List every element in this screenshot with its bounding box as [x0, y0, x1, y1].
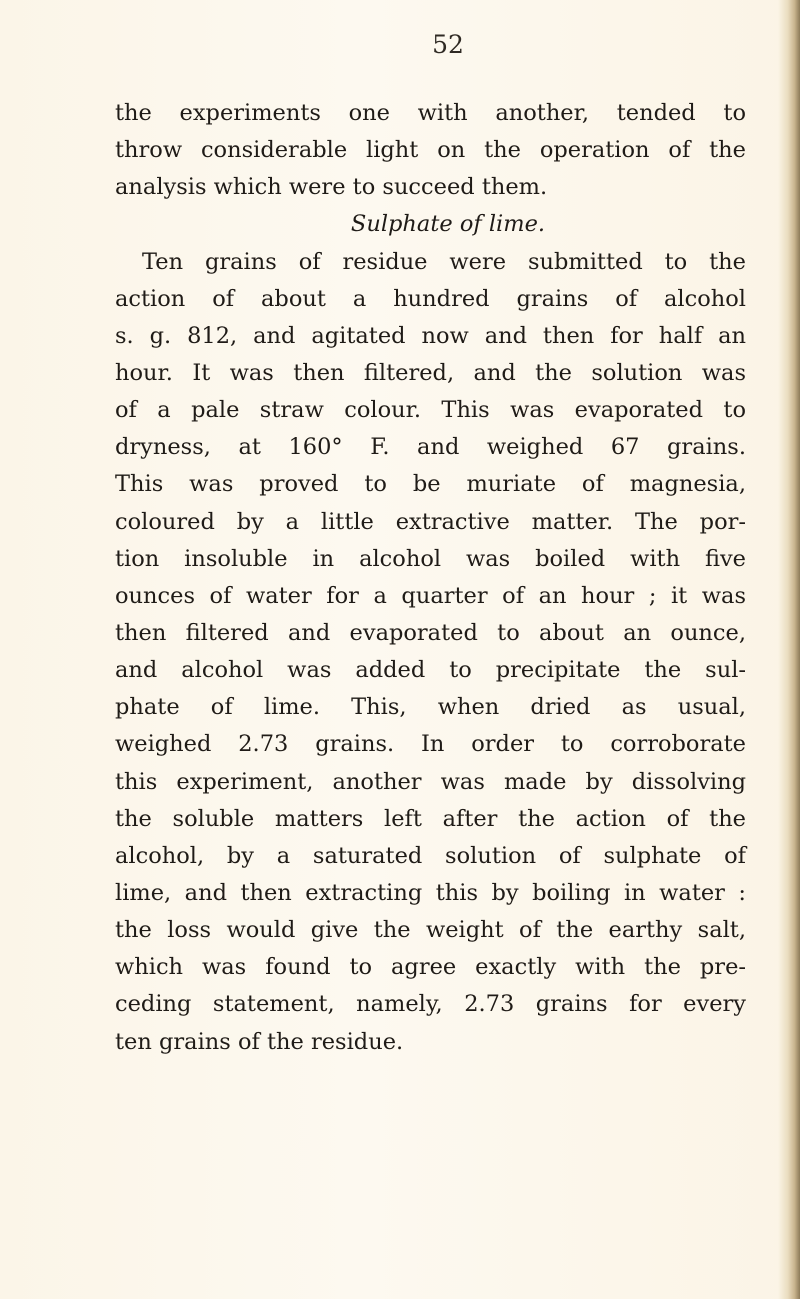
page-number: 52 — [432, 30, 464, 59]
text-line: then filtered and evaporated to about an ounce, — [115, 619, 746, 646]
text-line: this experiment, another was made by dissolving — [115, 768, 746, 795]
text-line: tion insoluble in alcohol was boiled with five — [115, 545, 746, 572]
text-line: the experiments one with another, tended to — [115, 100, 746, 126]
text-line: alcohol, by a saturated solution of sulphate of — [115, 842, 746, 869]
text-line: lime, and then extracting this by boiling in water : — [115, 879, 746, 906]
text-line: and alcohol was added to precipitate the sul- — [115, 657, 746, 684]
text-line: s. g. 812, and agitated now and then for half an — [115, 322, 746, 349]
text-line: analysis which were to succeed them. — [115, 174, 548, 201]
text-line: action of about a hundred grains of alcohol — [115, 285, 746, 312]
text-line: Ten grains of residue were submitted to the — [142, 248, 746, 275]
body-text — [115, 95, 746, 1061]
text-line: coloured by a little extractive matter. The por- — [115, 508, 746, 535]
text-line: the loss would give the weight of the earthy salt, — [115, 917, 746, 944]
text-line: hour. It was then filtered, and the solution was — [115, 359, 746, 386]
page-edge-shadow — [778, 0, 800, 1299]
text-line: which was found to agree exactly with the pre- — [115, 954, 746, 981]
text-line: dryness, at 160° F. and weighed 67 grains. — [115, 434, 746, 461]
text-line: the soluble matters left after the action of the — [115, 805, 746, 832]
text-line: ounces of water for a quarter of an hour ; it was — [115, 582, 746, 609]
text-line: ceding statement, namely, 2.73 grains for every — [115, 991, 746, 1018]
text-line: phate of lime. This, when dried as usual, — [115, 694, 746, 721]
text-line: of a pale straw colour. This was evaporated to — [115, 397, 746, 424]
text-line: This was proved to be muriate of magnesia, — [115, 471, 746, 498]
text-line: ten grains of the residue. — [115, 1028, 404, 1055]
text-line: weighed 2.73 grains. In order to corroborate — [115, 731, 746, 758]
section-heading: Sulphate of lime. — [350, 211, 546, 238]
text-line: throw considerable light on the operation of the — [115, 137, 746, 164]
